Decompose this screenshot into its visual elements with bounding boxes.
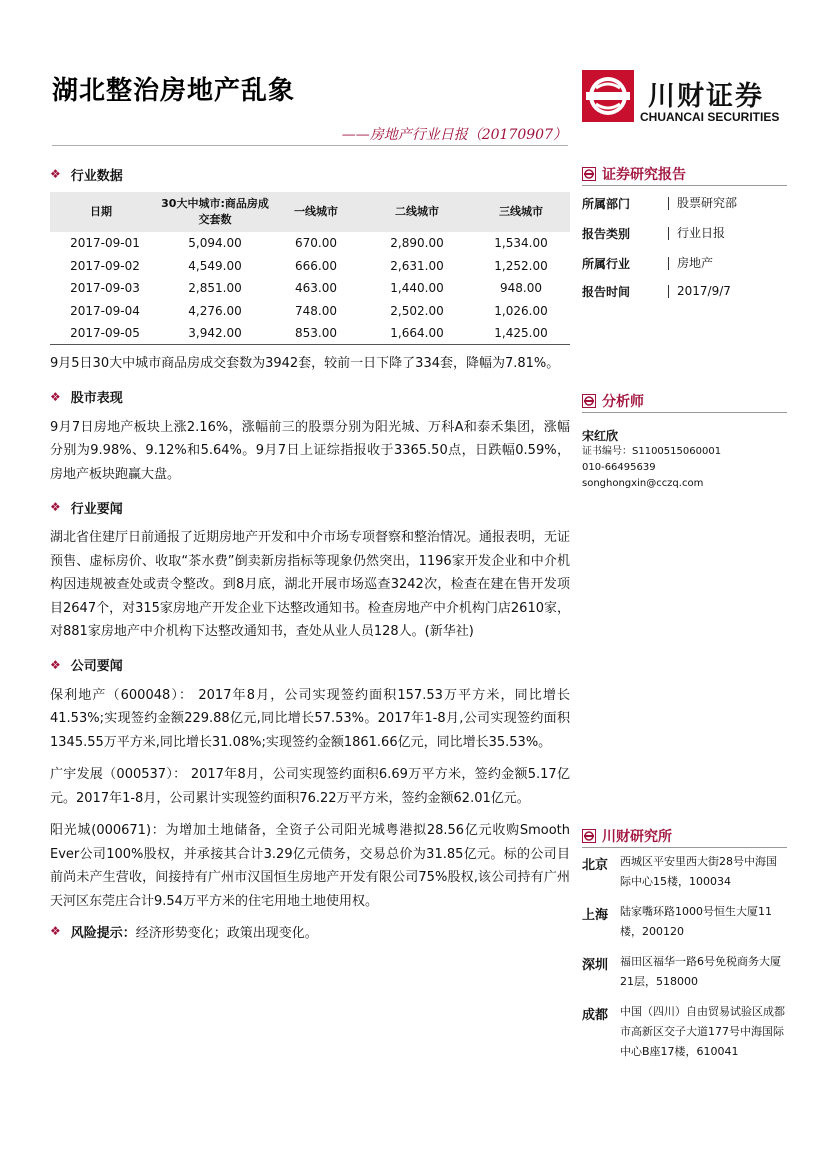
header-30-cities: 30大中城市:商品房成交套数 xyxy=(160,192,270,232)
analyst-name: 宋红欣 xyxy=(582,429,619,443)
analyst-panel xyxy=(582,391,787,492)
header-tier2: 二线城市 xyxy=(362,192,472,232)
table-cell: 1,252.00 xyxy=(494,258,548,273)
table-cell: 3,942.00 xyxy=(160,322,270,345)
brand-mark-icon xyxy=(582,167,596,181)
diamond-bullet-icon: ❖ xyxy=(50,389,61,404)
logo-chinese-name: 川财证券 xyxy=(648,81,764,112)
info-row-date: 报告时间 2017/9/7 xyxy=(582,283,731,299)
market-summary: 9月7日房地产板块上涨2.16%，涨幅前三的股票分别为阳光城、万科A和泰禾集团，涨幅分别为9.98%、9.12%和5.64%。9月7日上证综指报收于3365.50点，日跌幅0.59%，房地产板块跑赢大盘。 xyxy=(50,419,570,482)
industry-news-text: 湖北省住建厅日前通报了近期房地产开发和中介市场专项督察和整治情况。通报表明，无证预售、虚标房价、收取“茶水费”倒卖新房指标等现象仍然突出，1196家开发企业和中介机构因违规被查处或责令整改。到8月底，湖北开展市场巡查3242次，检查在建在售开发项目2647个，对315家房地产开发企业下达整改通知书。检查房地产中介机构门店2610家，对881家房地产中介机构下达整改通知书，查处从业人员128人。(新华社) xyxy=(50,530,571,639)
table-cell: 5,094.00 xyxy=(188,236,242,251)
risk-warning xyxy=(50,919,570,943)
table-row xyxy=(50,300,570,323)
institute-heading: 川财研究所 xyxy=(582,826,787,848)
table-row xyxy=(50,277,570,300)
table-cell: 2017-09-01 xyxy=(70,236,140,251)
table-cell: 670.00 xyxy=(295,236,337,251)
table-cell: 463.00 xyxy=(295,281,337,296)
risk-label: 风险提示： xyxy=(70,925,136,941)
table-cell: 2,502.00 xyxy=(390,303,444,318)
report-info-panel xyxy=(582,164,787,304)
report-subtitle: ——房地产行业日报（20170907） xyxy=(341,127,567,143)
info-row-industry: 所属行业 房地产 xyxy=(582,255,714,271)
table-header-row xyxy=(50,192,570,232)
office-shenzhen: 深圳 福田区福华一路6号免税商务大厦21层，518000 xyxy=(582,955,781,988)
info-row-category: 报告类别 行业日报 xyxy=(582,225,726,241)
main-content xyxy=(50,162,570,943)
report-info-heading: 证券研究报告 xyxy=(582,164,787,186)
header-tier3: 三线城市 xyxy=(472,192,570,232)
office-shanghai: 上海 陆家嘴环路1000号恒生大厦11楼，200120 xyxy=(582,905,772,938)
logo-english-name: CHUANCAI SECURITIES xyxy=(640,110,780,124)
table-cell: 1,664.00 xyxy=(362,322,472,345)
section-heading-industry-data: ❖ 行业数据 xyxy=(50,167,123,184)
table-cell: 1,440.00 xyxy=(390,281,444,296)
table-cell: 2017-09-02 xyxy=(70,258,140,273)
chuancai-logo-icon xyxy=(582,70,634,122)
diamond-bullet-icon: ❖ xyxy=(50,657,61,672)
table-cell: 1,425.00 xyxy=(472,322,570,345)
analyst-heading: 分析师 xyxy=(582,391,787,413)
section-heading-industry-news: ❖ 行业要闻 xyxy=(50,500,123,517)
table-cell: 4,276.00 xyxy=(188,303,242,318)
report-title: 湖北整治房地产乱象 xyxy=(52,76,296,106)
risk-text: 经济形势变化；政策出现变化。 xyxy=(135,925,318,941)
table-row xyxy=(50,232,570,255)
table-cell: 4,549.00 xyxy=(188,258,242,273)
table-cell: 853.00 xyxy=(270,322,362,345)
company-news-item: 阳光城(000671)：为增加土地储备，全资子公司阳光城粤港拟28.56亿元收购Smooth Ever公司100%股权，并承接其合计3.29亿元债务，交易总价为31.85亿元。标的公司目前尚未产生营收，间接持有广州市汉国恒生房地产开发有限公司75%股权,该公司持有广州天河区东莞庄合计9.54万平方米的住宅用地土地使用权。 xyxy=(50,823,570,909)
table-cell: 2017-09-03 xyxy=(70,281,140,296)
table-cell: 2017-09-04 xyxy=(70,303,140,318)
table-cell: 2017-09-05 xyxy=(50,322,160,345)
office-chengdu: 成都 中国（四川）自由贸易试验区成都市高新区交子大道177号中海国际中心B座17楼，610041 xyxy=(582,1005,785,1058)
section-heading-market: ❖ 股市表现 xyxy=(50,389,123,406)
company-news-item: 保利地产（600048）： 2017年8月，公司实现签约面积157.53万平方米，同比增长41.53%;实现签约金额229.88亿元,同比增长57.53%。2017年1-8月,公司实现签约面积1345.55万平方米,同比增长31.08%;实现签约金额1861.66亿元，同比增长35.53%。 xyxy=(50,687,570,750)
header-divider xyxy=(52,145,568,146)
institute-panel xyxy=(582,826,787,1062)
industry-data-table xyxy=(50,192,570,345)
header-date: 日期 xyxy=(50,192,160,232)
info-row-department: 所属部门 股票研究部 xyxy=(582,195,738,211)
table-row xyxy=(50,255,570,278)
company-news-item: 广宇发展（000537）： 2017年8月，公司实现签约面积6.69万平方米，签约金额5.17亿元。2017年1-8月，公司累计实现签约面积76.22万平方米，签约金额62.01亿元。 xyxy=(50,767,570,806)
table-row xyxy=(50,322,570,345)
section-heading-company-news: ❖ 公司要闻 xyxy=(50,657,123,674)
table-cell: 2,631.00 xyxy=(390,258,444,273)
diamond-bullet-icon: ❖ xyxy=(50,924,61,938)
table-cell: 2,890.00 xyxy=(390,236,444,251)
industry-data-summary: 9月5日30大中城市商品房成交套数为3942套，较前一日下降了334套，降幅为7.81%。 xyxy=(50,356,560,371)
company-logo xyxy=(582,70,792,126)
brand-mark-icon xyxy=(582,829,596,843)
table-cell: 948.00 xyxy=(500,281,542,296)
brand-mark-icon xyxy=(582,394,596,408)
header-tier1: 一线城市 xyxy=(270,192,362,232)
analyst-email[interactable]: songhongxin@cczq.com xyxy=(582,478,704,489)
table-cell: 666.00 xyxy=(295,258,337,273)
table-cell: 1,534.00 xyxy=(494,236,548,251)
table-cell: 2,851.00 xyxy=(188,281,242,296)
office-beijing: 北京 西城区平安里西大街28号中海国际中心15楼，100034 xyxy=(582,855,777,888)
diamond-bullet-icon: ❖ xyxy=(50,167,61,181)
table-cell: 1,026.00 xyxy=(494,303,548,318)
analyst-phone: 010-66495639 xyxy=(582,462,656,473)
diamond-bullet-icon: ❖ xyxy=(50,500,61,514)
table-cell: 748.00 xyxy=(295,303,337,318)
analyst-cert: 证书编号：S1100515060001 xyxy=(582,446,722,457)
